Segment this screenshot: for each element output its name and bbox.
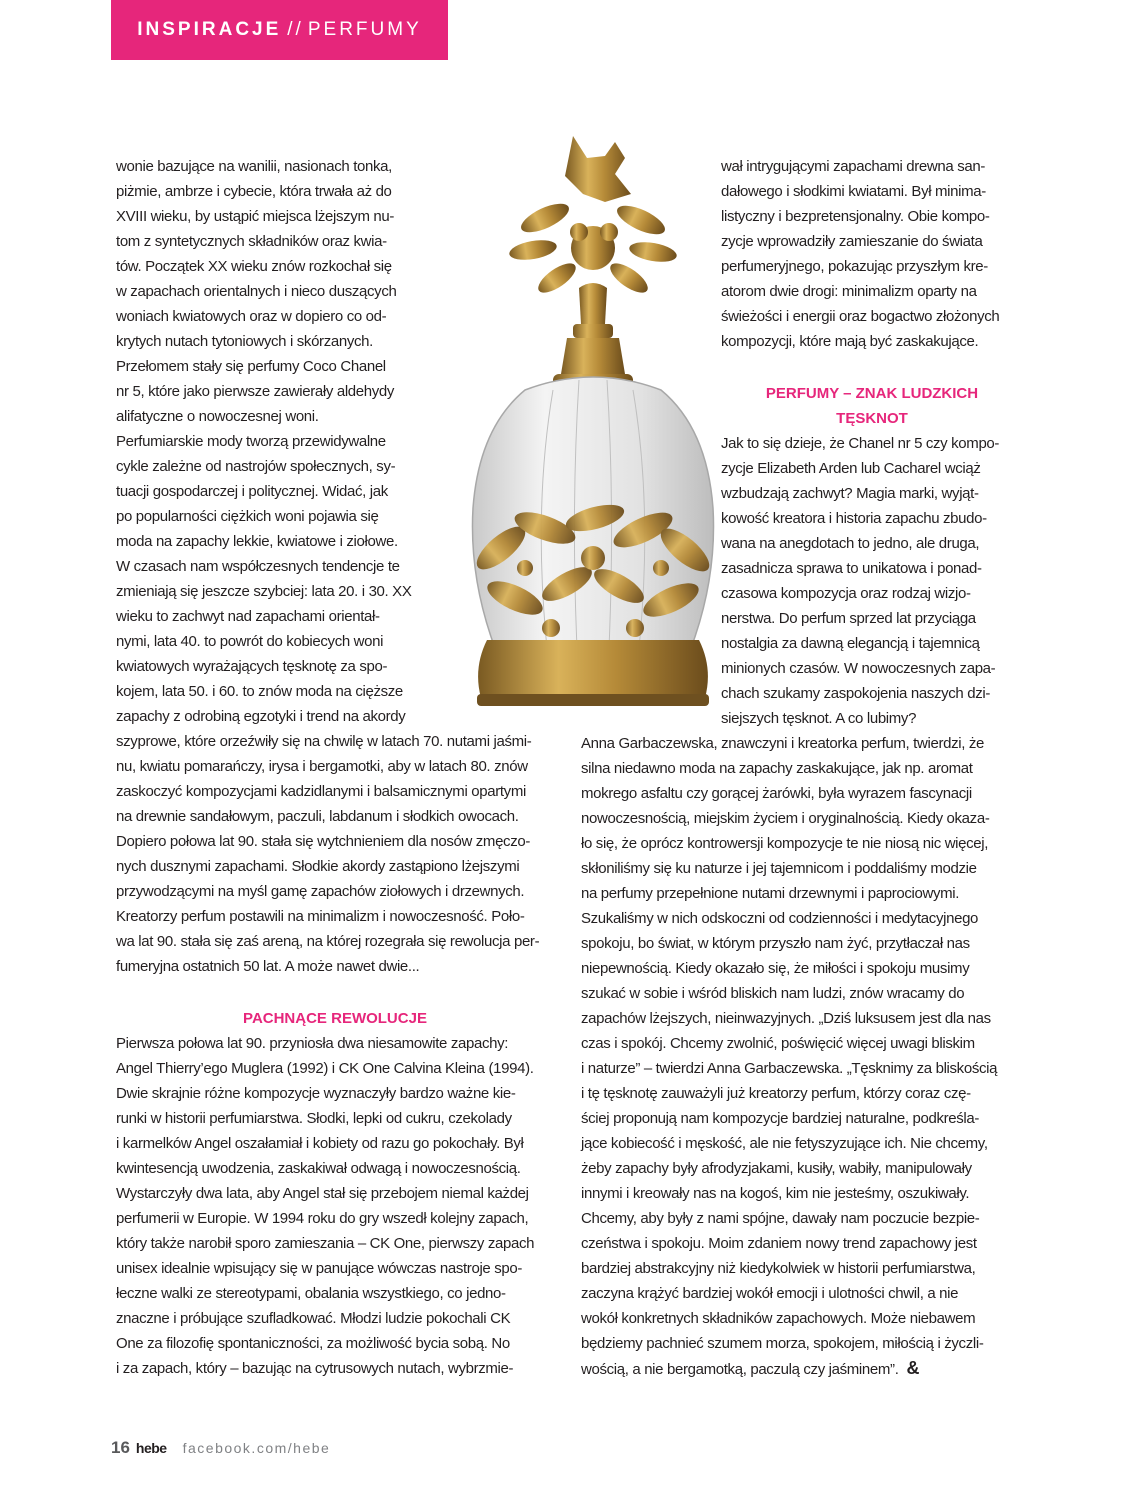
text-line: moda na zapachy lekkie, kwiatowe i ziołowe. — [116, 533, 398, 550]
text-line: czas i spokój. Chcemy zwolnić, poświęcić więcej uwagi bliskim — [581, 1035, 975, 1052]
text-line: silna niedawno moda na zapachy zaskakujące, jak np. aromat — [581, 760, 973, 777]
text-line: i naturze” – twierdzi Anna Garbaczewska. „Tęsknimy za bliskością — [581, 1060, 998, 1077]
text-line: Przełomem stały się perfumy Coco Chanel — [116, 358, 386, 375]
text-line: zasadnicza sprawa to unikatowa i ponad- — [721, 560, 982, 577]
text-line: atorom dwie drogi: minimalizm oparty na — [721, 283, 977, 300]
text-line: skłoniliśmy się ku naturze i jej tajemnicom i poddaliśmy modzie — [581, 860, 977, 877]
text-line: nymi, lata 40. to powrót do kobiecych woni — [116, 633, 384, 650]
text-line: i karmelków Angel oszałamiał i kobiety od razu go pokochały. Był — [116, 1135, 524, 1152]
text-line: One za filozofię spontaniczności, za możliwość bycia sobą. No — [116, 1335, 510, 1352]
text-line: Anna Garbaczewska, znawczyni i kreatorka perfum, twierdzi, że — [581, 735, 984, 752]
text-line: Angel Thierry’ego Muglera (1992) i CK One Calvina Kleina (1994). — [116, 1060, 534, 1077]
text-line: perfumeryjnego, pokazując przyszłym kre- — [721, 258, 988, 275]
text-line: Dwie skrajnie różne kompozycje wyznaczyły bardzo ważne kie- — [116, 1085, 516, 1102]
brand-logo: hebe — [135, 1440, 167, 1456]
text-line: minionych czasów. W nowoczesnych zapa- — [721, 660, 996, 677]
text-line: kwintesencją uwodzenia, zaskakiwał odwagą i nowoczesnością. — [116, 1160, 521, 1177]
text-line: nowoczesnością, miejskim życiem i oryginalnością. Kiedy okaza- — [581, 810, 990, 827]
text-line: Jak to się dzieje, że Chanel nr 5 czy kompo- — [721, 435, 1000, 452]
text-line: nu, kwiatu pomarańczy, irysa i bergamotki, aby w latach 80. znów — [116, 758, 528, 775]
text-line: zaczyna krążyć bardziej wokół emocji i ulotności chwil, a nie — [581, 1285, 959, 1302]
text-line: siejszych tęsknot. A co lubimy? — [721, 710, 917, 727]
section-heading-znak-tesknot-line1: PERFUMY – ZNAK LUDZKICH — [765, 385, 979, 402]
text-line: czasowa kompozycja oraz rodzaj wizjo- — [721, 585, 971, 602]
text-line: zaskoczyć kompozycjami kadzidlanymi i balsamicznymi opartymi — [116, 783, 526, 800]
text-line: unisex idealnie wpisujący się w panujące wówczas nastroje spo- — [116, 1260, 523, 1277]
text-line: woniach kwiatowych oraz w dopiero co od- — [116, 308, 387, 325]
text-line: runki w historii perfumiarstwa. Słodki, lepki od cukru, czekolady — [116, 1110, 512, 1127]
section-header — [111, 0, 448, 60]
section-separator: // — [287, 19, 304, 40]
text-line: wokół konkretnych składników zapachowych. Może niebawem — [581, 1310, 976, 1327]
text-line: innymi i kreowały nas na kogoś, kim nie jesteśmy, oszukiwały. — [581, 1185, 970, 1202]
text-line: mokrego asfaltu czy gorącej żarówki, była wyrazem fascynacji — [581, 785, 972, 802]
text-line: łeczne walki ze stereotypami, obalania wszystkiego, co jedno- — [116, 1285, 506, 1302]
text-line-last-content: wością, a nie bergamotką, paczulą czy jaśminem”. — [581, 1361, 899, 1378]
text-line: chach szukamy zaspokojenia naszych dzi- — [721, 685, 990, 702]
text-line: i za zapach, który – bazując na cytrusowych nutach, wybrzmie- — [116, 1360, 514, 1377]
text-line: szukać w sobie i wśród bliskich nam ludzi, znów wracamy do — [581, 985, 965, 1002]
text-line: ściej proponują nam kompozycje bardziej naturalne, podkreśla- — [581, 1110, 980, 1127]
text-line: tuacji gospodarczej i politycznej. Widać, jak — [116, 483, 388, 500]
ampersand-end-icon: & — [906, 1358, 920, 1378]
text-line: listyczny i bezpretensjonalny. Obie kompo- — [721, 208, 990, 225]
text-line: na drewnie sandałowym, paczuli, labdanum i słodkich owocach. — [116, 808, 519, 825]
text-line: i tę tęsknotę zauważyli już kreatorzy perfum, którzy coraz czę- — [581, 1085, 971, 1102]
text-line: ło się, że oprócz kontrowersji kompozycje te nie niosą nic więcej, — [581, 835, 989, 852]
text-line: zapachów lżejszych, nieinwazyjnych. „Dziś luksusem jest dla nas — [581, 1010, 991, 1027]
text-line: żeby zapachy były afrodyzjakami, kusiły, wabiły, manipulowały — [581, 1160, 972, 1177]
text-line: cykle zależne od nastrojów społecznych, sy- — [116, 458, 396, 475]
text-line: fumeryjna ostatnich 50 lat. A może nawet dwie... — [116, 958, 420, 975]
text-line: XVIII wieku, by ustąpić miejsca lżejszym nu- — [116, 208, 395, 225]
text-line: będziemy pachnieć szumem morza, spokojem, miłością i życzli- — [581, 1335, 984, 1352]
text-line: Dopiero połowa lat 90. stała się wytchnieniem dla nosów zmęczo- — [116, 833, 530, 850]
text-line: wieku to zachwyt nad zapachami orientał- — [116, 608, 380, 625]
text-line: zmieniają się jeszcze szybciej: lata 20. i 30. XX — [116, 583, 412, 600]
text-line: tom z syntetycznych składników oraz kwia- — [116, 233, 387, 250]
text-line: wonie bazujące na wanilii, nasionach tonka, — [116, 158, 392, 175]
text-line: zycje Elizabeth Arden lub Cacharel wciąż — [721, 460, 981, 477]
text-line: kompozycji, które mają być zaskakujące. — [721, 333, 979, 350]
text-line: zapachy z odrobiną egzotyki i trend na akordy — [116, 708, 406, 725]
text-line: Pierwsza połowa lat 90. przyniosła dwa niesamowite zapachy: — [116, 1035, 509, 1052]
section-heading-pachnace-rewolucje: PACHNĄCE REWOLUCJE — [243, 1010, 427, 1027]
section-subcategory: PERFUMY — [307, 19, 422, 40]
text-line: szyprowe, które orzeźwiły się na chwilę w latach 70. nutami jaśmi- — [116, 733, 532, 750]
section-category: INSPIRACJE — [137, 19, 282, 40]
text-line: Szukaliśmy w nich odskoczni od codzienności i medytacyjnego — [581, 910, 979, 927]
text-line: perfumerii w Europie. W 1994 roku do gry wszedł kolejny zapach, — [116, 1210, 529, 1227]
text-line: W czasach nam współczesnych tendencje te — [116, 558, 400, 575]
text-line: dałowego i słodkimi kwiatami. Był minima- — [721, 183, 986, 200]
text-line: bardziej abstrakcyjny niż kiedykolwiek w historii perfumiarstwa, — [581, 1260, 976, 1277]
text-line: nr 5, które jako pierwsze zawierały aldehydy — [116, 383, 395, 400]
text-line: wał intrygującymi zapachami drewna san- — [721, 158, 985, 175]
perfume-bottle-image — [455, 128, 731, 712]
text-line: Perfumiarskie mody tworzą przewidywalne — [116, 433, 386, 450]
text-line: krytych nutach tytoniowych i skórzanych. — [116, 333, 373, 350]
text-line: nerstwa. Do perfum sprzed lat przyciąga — [721, 610, 976, 627]
text-line: kwiatowych wyrażających tęsknotę za spo- — [116, 658, 388, 675]
text-line: w zapachach orientalnych i nieco duszących — [116, 283, 397, 300]
text-line: nych dusznymi zapachami. Słodkie akordy zastąpiono lżejszymi — [116, 858, 520, 875]
text-line: świeżości i energii oraz bogactwo złożonych — [721, 308, 1000, 325]
text-line: Wystarczyły dwa lata, aby Angel stał się przebojem niemal każdej — [116, 1185, 529, 1202]
text-line: wzbudzają zachwyt? Magia marki, wyjąt- — [721, 485, 979, 502]
text-line: Chcemy, aby były z nami spójne, dawały nam poczucie bezpie- — [581, 1210, 980, 1227]
text-line: niepewnością. Kiedy okazało się, że miłości i spokoju musimy — [581, 960, 970, 977]
page-number: 16 — [111, 1438, 130, 1457]
text-line: Kreatorzy perfum postawili na minimalizm i nowoczesność. Poło- — [116, 908, 525, 925]
text-line: nostalgia za dawną elegancją i tajemnicą — [721, 635, 980, 652]
text-line: znaczne i próbujące szufladkować. Młodzi ludzie pokochali CK — [116, 1310, 511, 1327]
text-line: wa lat 90. stała się zaś areną, na której rozegrała się rewolucja per- — [116, 933, 540, 950]
text-line: na perfumy przepełnione nutami drzewnymi i paprociowymi. — [581, 885, 960, 902]
text-line: jące kobiecość i męskość, ale nie fetyszyzujące ich. Nie chcemy, — [581, 1135, 988, 1152]
text-line: zycje wprowadziły zamieszanie do świata — [721, 233, 983, 250]
facebook-link[interactable]: facebook.com/hebe — [182, 1440, 331, 1456]
text-line-last — [581, 1356, 919, 1381]
text-line: wana na anegdotach to jedno, ale druga, — [721, 535, 980, 552]
text-line: po popularności ciężkich woni pojawia się — [116, 508, 379, 525]
text-line: alifatyczne o nowoczesnej woni. — [116, 408, 319, 425]
text-line: przywodzącymi na myśl gamę zapachów ziołowych i drzewnych. — [116, 883, 525, 900]
text-line: czeństwa i spokoju. Moim zdaniem nowy trend zapachowy jest — [581, 1235, 977, 1252]
text-line: piżmie, ambrze i cybecie, która trwała aż do — [116, 183, 392, 200]
text-line: tów. Początek XX wieku znów rozkochał się — [116, 258, 392, 275]
section-heading-znak-tesknot-line2: TĘSKNOT — [836, 410, 908, 427]
text-line: kowość kreatora i historia zapachu zbudo- — [721, 510, 987, 527]
text-line: spokoju, bo świat, w którym przyszło nam żyć, przytłaczał nas — [581, 935, 970, 952]
page-footer — [111, 1438, 330, 1464]
text-line: kojem, lata 50. i 60. to znów moda na cięższe — [116, 683, 403, 700]
text-line: który także narobił sporo zamieszania – CK One, pierwszy zapach — [116, 1235, 535, 1252]
